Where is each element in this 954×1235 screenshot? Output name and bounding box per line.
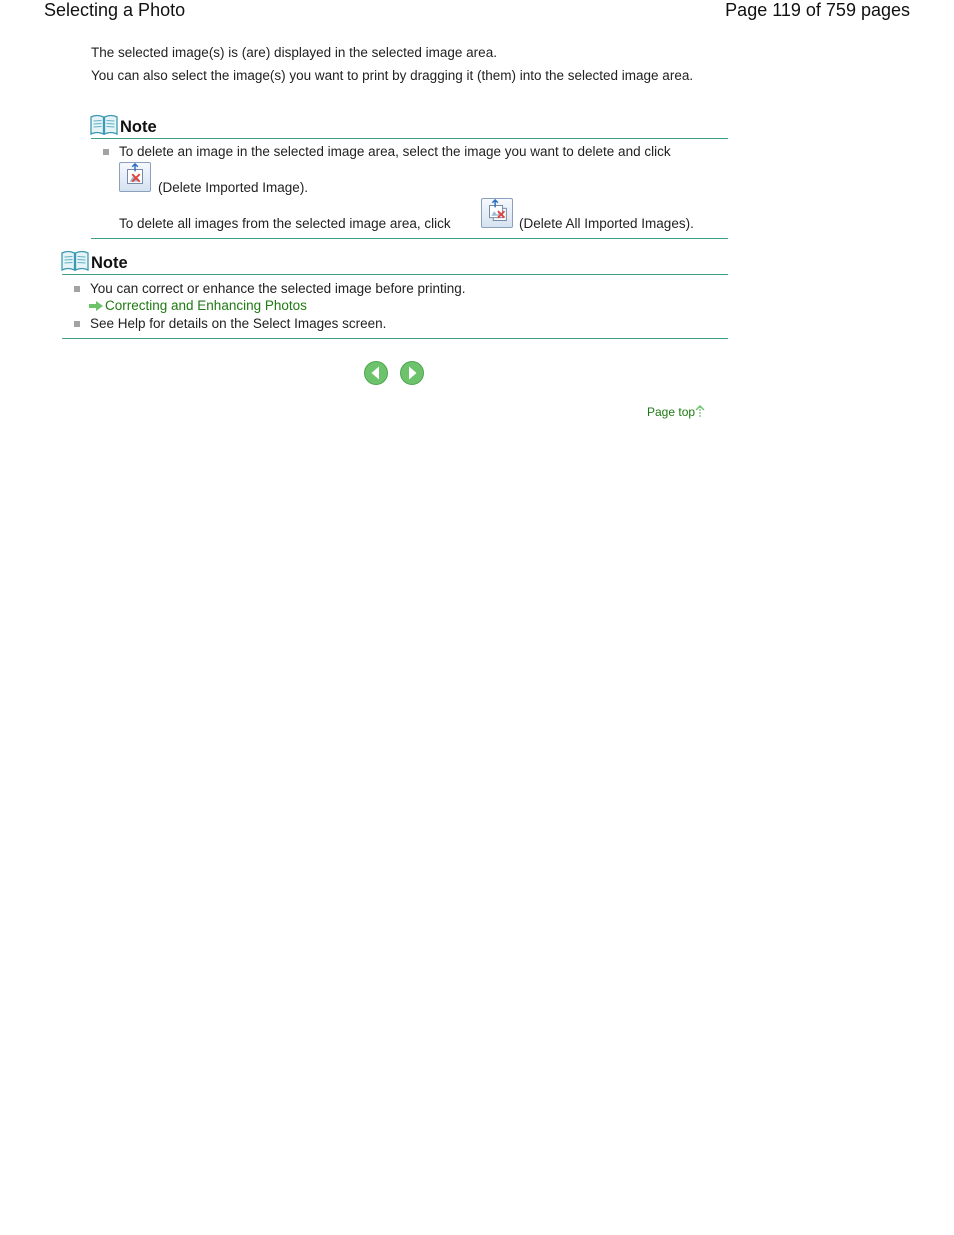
note-divider-bottom [62, 338, 728, 339]
note-divider-bottom [91, 238, 728, 239]
page-top-arrow-icon [695, 405, 705, 418]
bullet-icon [74, 321, 80, 327]
note-item-correct-enhance: You can correct or enhance the selected image before printing. [90, 281, 466, 296]
paragraph-drag-images: You can also select the image(s) you want to print by dragging it (them) into the selected image area. [91, 68, 694, 83]
document-title: Selecting a Photo [44, 0, 186, 20]
next-arrow-icon[interactable] [400, 361, 424, 385]
page-header [0, 0, 954, 26]
delete-imported-image-caption: (Delete Imported Image). [158, 180, 309, 195]
link-arrow-icon [89, 301, 103, 311]
page-top-label: Page top [647, 405, 696, 419]
page-top-link[interactable] [647, 405, 705, 419]
note-heading [90, 114, 157, 136]
bullet-icon [103, 149, 109, 155]
note-divider-top [62, 274, 728, 275]
delete-all-imported-images-icon [481, 198, 513, 228]
delete-all-imported-images-caption: (Delete All Imported Images). [519, 216, 694, 231]
link-line [89, 297, 307, 314]
paragraph-selected-images: The selected image(s) is (are) displayed in the selected image area. [91, 45, 497, 60]
note-item-delete-all: To delete all images from the selected image area, click [119, 216, 451, 231]
note-book-icon [90, 114, 118, 136]
bullet-icon [74, 286, 80, 292]
delete-imported-image-icon [119, 162, 151, 192]
previous-arrow-icon[interactable] [364, 361, 388, 385]
note-label: Note [120, 118, 157, 136]
note-item-delete-image: To delete an image in the selected image area, select the image you want to delete and click [119, 144, 671, 159]
note-divider-top [91, 138, 728, 139]
correcting-enhancing-photos-link[interactable]: Correcting and Enhancing Photos [105, 298, 307, 313]
note-heading [61, 250, 128, 272]
note-item-see-help: See Help for details on the Select Images screen. [90, 316, 387, 331]
note-book-icon [61, 250, 89, 272]
note-label: Note [91, 254, 128, 272]
page-count: Page 119 of 759 pages [725, 0, 910, 20]
